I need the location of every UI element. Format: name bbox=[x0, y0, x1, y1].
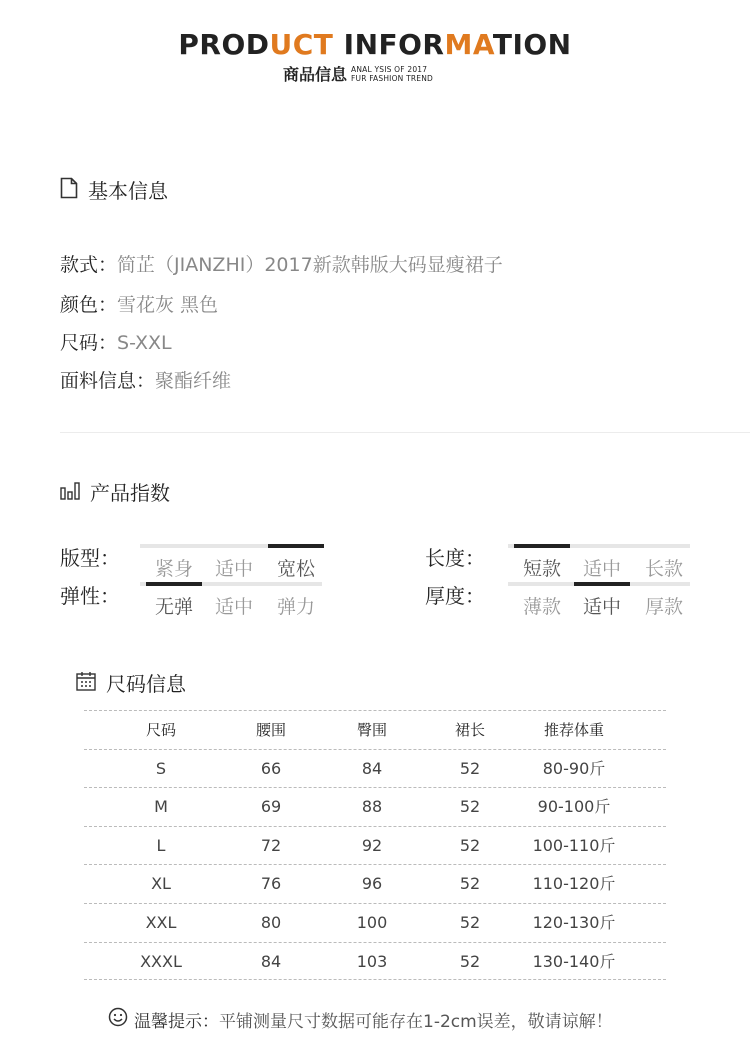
table-row bbox=[84, 903, 666, 942]
product-index-heading bbox=[60, 477, 170, 506]
info-line bbox=[60, 290, 218, 317]
scale-marker bbox=[268, 544, 324, 548]
tip-note bbox=[108, 1007, 613, 1032]
scale-option: 适中 bbox=[214, 596, 253, 618]
scale-option: 厚款 bbox=[644, 596, 683, 618]
size-table bbox=[84, 710, 666, 980]
table-cell: 72 bbox=[260, 835, 282, 855]
table-cell: 88 bbox=[361, 797, 383, 817]
index-label: 厚度： bbox=[425, 584, 485, 608]
info-value: 聚酯纤维 bbox=[155, 370, 232, 392]
info-line bbox=[60, 328, 172, 355]
info-key: 尺码： bbox=[60, 332, 118, 354]
document-icon bbox=[60, 177, 78, 203]
info-key: 款式： bbox=[60, 254, 118, 276]
scale-option: 紧身 bbox=[154, 558, 193, 580]
index-scale bbox=[508, 544, 690, 584]
table-header-cell: 推荐体重 bbox=[543, 721, 604, 739]
table-cell: XL bbox=[151, 874, 171, 894]
info-key: 颜色： bbox=[60, 294, 118, 316]
table-cell: 69 bbox=[260, 797, 282, 817]
info-key: 面料信息： bbox=[60, 370, 156, 392]
table-header-row bbox=[84, 710, 666, 749]
scale-option: 适中 bbox=[582, 558, 621, 580]
table-cell: 96 bbox=[361, 874, 383, 894]
calendar-grid-icon bbox=[76, 671, 96, 695]
scale-option: 无弹 bbox=[154, 596, 193, 618]
table-cell: XXL bbox=[145, 912, 177, 932]
table-cell: 100-110斤 bbox=[532, 835, 616, 855]
table-cell: 52 bbox=[459, 835, 481, 855]
info-line bbox=[60, 366, 231, 393]
scale-option: 适中 bbox=[214, 558, 253, 580]
index-scale bbox=[140, 544, 322, 584]
scale-option: 薄款 bbox=[522, 596, 561, 618]
info-line bbox=[60, 250, 503, 277]
table-header-cell: 腰围 bbox=[255, 721, 286, 739]
bar-chart-icon bbox=[60, 480, 80, 504]
index-scale bbox=[508, 582, 690, 622]
tip-label: 温馨提示： bbox=[134, 1012, 219, 1032]
scale-option: 弹力 bbox=[276, 596, 315, 618]
table-row bbox=[84, 942, 666, 981]
subtitle-cn: 商品信息 bbox=[283, 65, 348, 84]
table-cell: L bbox=[156, 835, 166, 855]
smile-icon bbox=[108, 1007, 128, 1032]
table-header-cell: 臀围 bbox=[356, 721, 387, 739]
table-cell: 84 bbox=[361, 758, 383, 778]
table-cell: 52 bbox=[459, 912, 481, 932]
scale-marker bbox=[574, 582, 630, 586]
scale-option: 长款 bbox=[644, 558, 683, 580]
table-cell: 52 bbox=[459, 874, 481, 894]
page-title: PRODUCT INFORMATION bbox=[178, 28, 572, 61]
scale-option: 适中 bbox=[582, 596, 621, 618]
section-divider bbox=[60, 432, 750, 433]
table-cell: 84 bbox=[260, 951, 282, 971]
table-cell: 80 bbox=[260, 912, 282, 932]
scale-option: 短款 bbox=[522, 558, 561, 580]
table-cell: 52 bbox=[459, 758, 481, 778]
basic-info-title: 基本信息 bbox=[88, 179, 168, 203]
table-cell: 92 bbox=[361, 835, 383, 855]
table-cell: 52 bbox=[459, 797, 481, 817]
index-label: 长度： bbox=[425, 546, 485, 570]
table-cell: 76 bbox=[260, 874, 282, 894]
scale-option: 宽松 bbox=[276, 558, 315, 580]
table-cell: S bbox=[155, 758, 167, 778]
table-cell: 103 bbox=[356, 951, 388, 971]
info-value: 雪花灰 黑色 bbox=[117, 294, 219, 316]
table-cell: 100 bbox=[356, 912, 388, 932]
size-info-heading bbox=[76, 668, 186, 697]
table-row bbox=[84, 787, 666, 826]
table-header-cell: 尺码 bbox=[145, 721, 176, 739]
table-header-cell: 裙长 bbox=[454, 721, 485, 739]
index-label: 版型： bbox=[60, 546, 120, 570]
info-value: 简芷（JIANZHI）2017新款韩版大码显瘦裙子 bbox=[117, 254, 503, 276]
table-row bbox=[84, 749, 666, 788]
scale-marker bbox=[514, 544, 570, 548]
basic-info-heading bbox=[60, 175, 168, 204]
table-cell: 52 bbox=[459, 951, 481, 971]
table-cell: 110-120斤 bbox=[532, 874, 616, 894]
table-cell: M bbox=[154, 797, 168, 817]
product-index-title: 产品指数 bbox=[90, 481, 170, 505]
table-cell: XXXL bbox=[140, 951, 182, 971]
table-cell: 66 bbox=[260, 758, 282, 778]
table-row bbox=[84, 826, 666, 865]
scale-marker bbox=[146, 582, 202, 586]
index-scale bbox=[140, 582, 322, 622]
table-cell: 120-130斤 bbox=[532, 912, 616, 932]
table-cell: 80-90斤 bbox=[542, 758, 606, 778]
size-info-title: 尺码信息 bbox=[106, 672, 186, 696]
table-cell: 90-100斤 bbox=[537, 797, 611, 817]
subtitle-en: ANAL YSIS OF 2017 FUR FASHION TREND bbox=[351, 64, 433, 83]
tip-text: 平铺测量尺寸数据可能存在1-2cm误差，敬请谅解！ bbox=[219, 1012, 613, 1032]
table-row bbox=[84, 864, 666, 903]
page-subtitle bbox=[283, 62, 433, 85]
index-label: 弹性： bbox=[60, 584, 120, 608]
info-value: S-XXL bbox=[117, 332, 172, 354]
table-cell: 130-140斤 bbox=[532, 951, 616, 971]
